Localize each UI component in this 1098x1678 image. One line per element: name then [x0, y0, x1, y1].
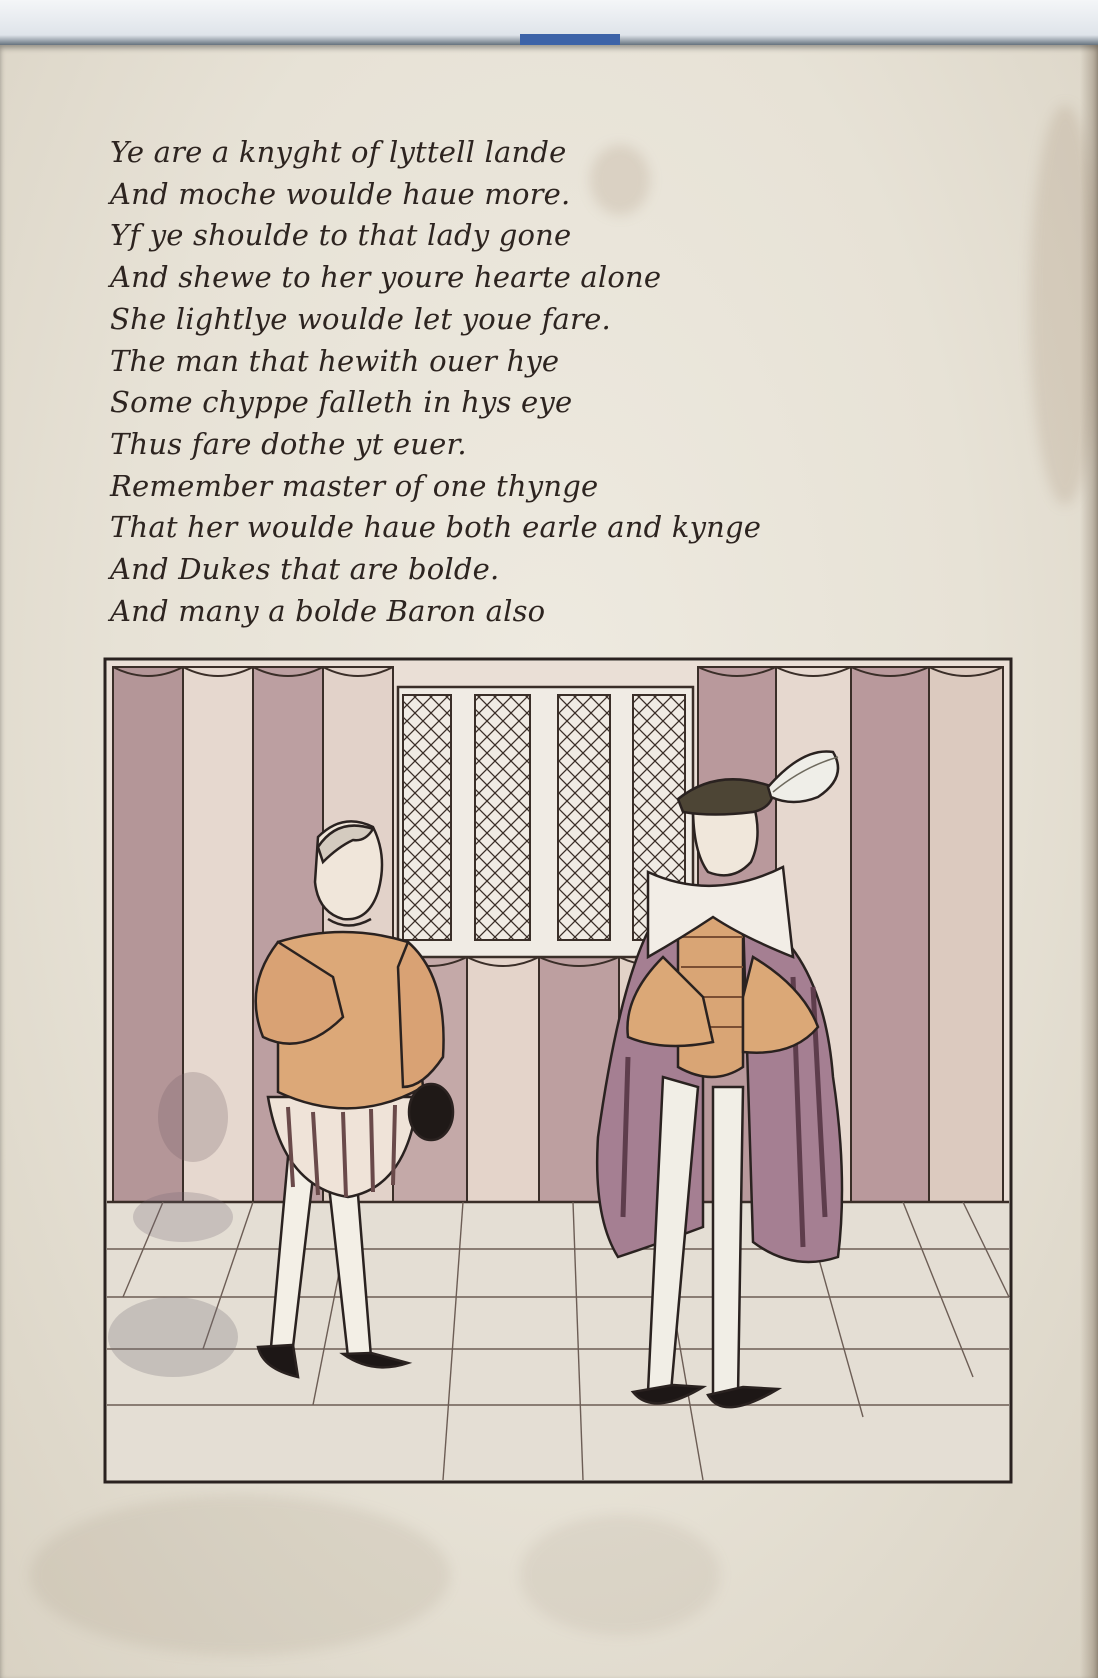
verse-line: And shewe to her youre hearte alone — [110, 260, 662, 295]
verse-line: Yf ye shoulde to that lady gone — [110, 218, 572, 253]
page-edge-shadow — [1080, 45, 1098, 1678]
stain — [520, 1515, 720, 1635]
verse-line: Ye are a knyght of lyttell lande — [110, 135, 567, 169]
verse-line: Thus fare dothe yt euer. — [110, 426, 467, 461]
verse-line: And Dukes that are bolde. — [110, 552, 500, 587]
verse-line: Some chyppe falleth in hys eye — [110, 385, 573, 420]
verse-block — [110, 132, 762, 632]
stain — [30, 1495, 450, 1655]
verse-line: Remember master of one thynge — [110, 468, 599, 503]
illustration — [103, 657, 1013, 1484]
verse-line: And moche woulde haue more. — [110, 176, 571, 211]
verse-line: The man that hewith ouer hye — [110, 343, 560, 378]
verse-line: That her woulde haue both earle and kynge — [110, 510, 762, 545]
tiled-floor — [107, 1202, 1009, 1480]
verse-line: And many a bolde Baron also — [110, 593, 546, 628]
verse-line: She lightlye woulde let youe fare. — [110, 301, 611, 336]
